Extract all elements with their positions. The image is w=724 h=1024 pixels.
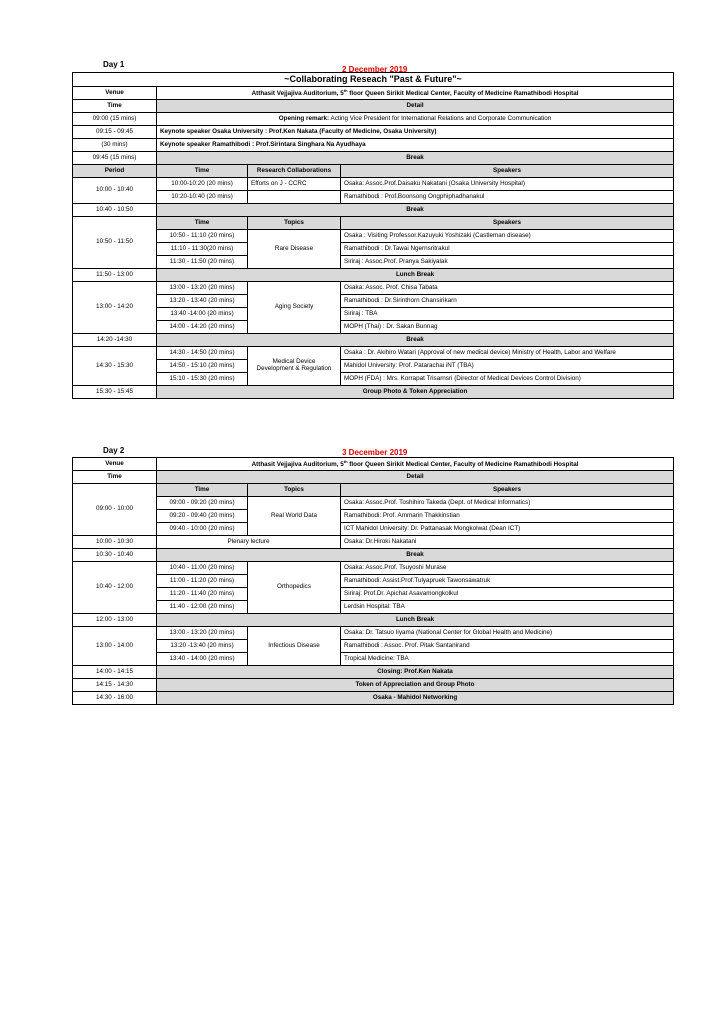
session-time: 13:20 -13:40 (20 mins): [157, 640, 248, 653]
session-row: [73, 640, 674, 653]
session-speaker: Osaka: Assoc.Prof. Toshihiro Takeda (Dept. of Medical Informatics): [341, 497, 674, 510]
session-speaker: Siriraj : Assoc.Prof. Pranya Sakiyalak: [341, 256, 674, 269]
session-time: 09:00 - 09:20 (20 mins): [157, 497, 248, 510]
opening-time: 09:00 (15 mins): [73, 113, 157, 126]
token-label: Token of Appreciation and Group Photo: [157, 679, 674, 692]
session-period: 10:50 - 11:50: [73, 217, 157, 269]
session-time: 10:20-10:40 (20 mins): [157, 191, 248, 204]
session-speaker: Siriraj: Prof.Dr. Apichat Asavamongkolkul: [341, 588, 674, 601]
column-header-row: [73, 484, 674, 497]
closing-row: [73, 666, 674, 679]
session-row: [73, 562, 674, 575]
session-time: 09:20 - 09:40 (20 mins): [157, 510, 248, 523]
photo-time: 15:30 - 15:45: [73, 386, 157, 399]
col-time: Time: [157, 484, 248, 497]
title-row: [73, 73, 674, 87]
session-row: [73, 575, 674, 588]
session-speaker: Osaka : Dr. Akihiro Watari (Approval of new medical device) Ministry of Health, Labor and Welfare: [341, 347, 674, 360]
keynote-time: 09:15 - 09:45: [73, 126, 157, 139]
break-label: Break: [157, 204, 674, 217]
session-row: [73, 347, 674, 360]
col-topics: Topics: [248, 217, 341, 230]
session-topic: Infectious Disease: [248, 627, 341, 666]
session-period: 13:00 - 14:00: [73, 627, 157, 666]
session-speaker: Osaka: Assoc. Prof. Chisa Tabata: [341, 282, 674, 295]
session-period: 10:00 - 10:40: [73, 178, 157, 204]
session-speaker: Ramathibodi: Prof. Ammarin Thakkinstian: [341, 510, 674, 523]
session-time: 11:00 - 11:20 (20 mins): [157, 575, 248, 588]
opening-remark: Opening remark: Acting Vice President for International Relations and Corporate Communication: [157, 113, 674, 126]
opening-row: [73, 113, 674, 126]
session-time: 10:40 - 11:00 (20 mins): [157, 562, 248, 575]
session-time: 13:40 -14:00 (20 mins): [157, 308, 248, 321]
day1-label: Day 1: [103, 60, 125, 69]
keynote-osaka: Keynote speaker Osaka University : Prof.Ken Nakata (Faculty of Medicine, Osaka University): [157, 126, 674, 139]
col-period: Period: [73, 165, 157, 178]
photo-label: Group Photo & Token Appreciation: [157, 386, 674, 399]
token-row: [73, 679, 674, 692]
session-time: 15:10 - 15:30 (20 mins): [157, 373, 248, 386]
col-topics: Topics: [248, 484, 341, 497]
networking-row: [73, 692, 674, 705]
detail-label: Detail: [157, 100, 674, 113]
venue-value: Atthasit Vejjajiva Auditorium, 5th floor Queen Sirikit Medical Center, Faculty of Medicine Ramathibodi Hospital: [157, 87, 674, 100]
session-speaker: MOPH (Thai) : Dr. Sakan Bunnag: [341, 321, 674, 334]
day2-date: 3 December 2019: [342, 448, 408, 457]
session-time: 13:40 - 14:00 (20 mins): [157, 653, 248, 666]
session-speaker: Ramathibodi : Dr.Sirinthorn Chansirikarn: [341, 295, 674, 308]
session-time: 10:00-10:20 (20 mins): [157, 178, 248, 191]
session-row: [73, 243, 674, 256]
session-row: [73, 178, 674, 191]
keynote-row: [73, 126, 674, 139]
session-speaker: Osaka: Assoc.Prof. Tsuyoshi Murase: [341, 562, 674, 575]
event-title: ~Collaborating Reseach "Past & Future"~: [73, 73, 674, 87]
session-row: [73, 256, 674, 269]
session-row: [73, 191, 674, 204]
plenary-row: [73, 536, 674, 549]
session-time: 09:40 - 10:00 (20 mins): [157, 523, 248, 536]
plenary-label: Plenary lecture: [157, 536, 341, 549]
lunch-row: [73, 614, 674, 627]
break-label: Break: [157, 152, 674, 165]
venue-value: Atthasit Vejjajiva Auditorium, 5th floor Queen Sirikit Medical Center, Faculty of Medicine Ramathibodi Hospital: [157, 458, 674, 471]
lunch-label: Lunch Break: [157, 614, 674, 627]
session-row: [73, 230, 674, 243]
session-speaker: Osaka: Assoc.Prof.Daisaku Nakatani (Osaka University Hospital): [341, 178, 674, 191]
lunch-time: 11:50 - 13:00: [73, 269, 157, 282]
keynote-duration: (30 mins): [73, 139, 157, 152]
closing-label: Closing: Prof.Ken Nakata: [157, 666, 674, 679]
session-time: 11:30 - 11:50 (20 mins): [157, 256, 248, 269]
break-label: Break: [157, 549, 674, 562]
session-topic: Orthopedics: [248, 562, 341, 614]
session-row: [73, 601, 674, 614]
break-row: [73, 334, 674, 347]
session-topic: Rare Disease: [248, 230, 341, 269]
session-row: [73, 653, 674, 666]
session-speaker: Mahidol University: Prof. Patarachai iNT (TBA): [341, 360, 674, 373]
time-label: Time: [73, 471, 157, 484]
session-period: 10:40 - 12:00: [73, 562, 157, 614]
day1-schedule-table: [72, 72, 674, 399]
session-speaker: ICT Mahidol University: Dr. Pattanasak Mongkolwat (Dean ICT): [341, 523, 674, 536]
col-time: Time: [157, 165, 248, 178]
session-speaker: Tropical Medicine: TBA: [341, 653, 674, 666]
session-topic: Real World Data: [248, 497, 341, 536]
break-row: [73, 549, 674, 562]
session-row: [73, 321, 674, 334]
col-speakers: Speakers: [341, 165, 674, 178]
session-speaker: Osaka : Visiting Professor.Kazuyuki Yoshizaki (Castleman disease): [341, 230, 674, 243]
session-period: 14:30 - 15:30: [73, 347, 157, 386]
session-time: 14:00 - 14:20 (20 mins): [157, 321, 248, 334]
break-time: 10:40 - 10:50: [73, 204, 157, 217]
session-row: [73, 295, 674, 308]
session-period: 13:00 - 14:20: [73, 282, 157, 334]
networking-label: Osaka - Mahidol Networking: [157, 692, 674, 705]
lunch-label: Lunch Break: [157, 269, 674, 282]
session-row: [73, 373, 674, 386]
session-row: [73, 627, 674, 640]
day2-schedule-table: [72, 457, 674, 705]
time-label: Time: [73, 100, 157, 113]
session-speaker: Ramathibodi : Prof.Boonsong Ongphiphadhanakul: [341, 191, 674, 204]
venue-row: [73, 87, 674, 100]
networking-time: 14:30 - 16:00: [73, 692, 157, 705]
session-topic: [248, 191, 341, 204]
session-time: 14:30 - 14:50 (20 mins): [157, 347, 248, 360]
day1-date: 2 December 2019: [342, 65, 408, 74]
session-time: 11:10 - 11:30(20 mins): [157, 243, 248, 256]
token-time: 14:15 - 14:30: [73, 679, 157, 692]
lunch-time: 12:00 - 13:00: [73, 614, 157, 627]
session-speaker: Siriraj : TBA: [341, 308, 674, 321]
break-time: 14:20 -14:30: [73, 334, 157, 347]
session-row: [73, 282, 674, 295]
session-row: [73, 523, 674, 536]
session-speaker: Lerdsin Hospital: TBA: [341, 601, 674, 614]
break-time: 10:30 - 10:40: [73, 549, 157, 562]
col-speakers: Speakers: [341, 217, 674, 230]
session-time: 11:20 - 11:40 (20 mins): [157, 588, 248, 601]
break-row: [73, 152, 674, 165]
session-time: 13:00 - 13:20 (20 mins): [157, 627, 248, 640]
session-speaker: Ramathibodi : Assoc. Prof. Pitak Santanirand: [341, 640, 674, 653]
plenary-speaker: Osaka: Dr.Hiroki Nakatani: [341, 536, 674, 549]
session-speaker: MOPH (FDA) : Mrs. Korrapat Trisarnsri (Director of Medical Devices Control Division): [341, 373, 674, 386]
session-row: [73, 497, 674, 510]
column-header-row: [73, 165, 674, 178]
session-time: 14:50 - 15:10 (20 mins): [157, 360, 248, 373]
session-speaker: Osaka: Dr. Tatsuo Iiyama (National Center for Global Health and Medicine): [341, 627, 674, 640]
day2-label: Day 2: [103, 446, 125, 455]
venue-label: Venue: [73, 87, 157, 100]
session-topic: Aging Society: [248, 282, 341, 334]
keynote-ramathibodi: Keynote speaker Ramathibodi : Prof.Sirintara Singhara Na Ayudhaya: [157, 139, 674, 152]
session-speaker: Ramathibodi : Dr.Tawai Ngernsritrakul: [341, 243, 674, 256]
col-speakers: Speakers: [341, 484, 674, 497]
photo-row: [73, 386, 674, 399]
col-time: Time: [157, 217, 248, 230]
time-header-row: [73, 100, 674, 113]
session-row: [73, 308, 674, 321]
break-row: [73, 204, 674, 217]
session-period: 09:00 - 10:00: [73, 484, 157, 536]
session-time: 13:20 - 13:40 (20 mins): [157, 295, 248, 308]
keynote-row: [73, 139, 674, 152]
session-time: 11:40 - 12:00 (20 mins): [157, 601, 248, 614]
venue-label: Venue: [73, 458, 157, 471]
session-topic: Efforts on J - CCRC: [248, 178, 341, 191]
lunch-row: [73, 269, 674, 282]
column-header-row: [73, 217, 674, 230]
session-row: [73, 588, 674, 601]
session-row: [73, 510, 674, 523]
break-time: 09:45 (15 mins): [73, 152, 157, 165]
detail-label: Detail: [157, 471, 674, 484]
col-research: Research Collaborations: [248, 165, 341, 178]
session-speaker: Ramathibodi: Assist.Prof.Tulyapruek Tawonsawatruk: [341, 575, 674, 588]
plenary-time: 10:00 - 10:30: [73, 536, 157, 549]
session-time: 10:50 - 11:10 (20 mins): [157, 230, 248, 243]
venue-row: [73, 458, 674, 471]
break-label: Break: [157, 334, 674, 347]
session-topic: Medical Device Development & Regulation: [248, 347, 341, 386]
time-header-row: [73, 471, 674, 484]
session-time: 13:00 - 13:20 (20 mins): [157, 282, 248, 295]
closing-time: 14:00 - 14:15: [73, 666, 157, 679]
session-row: [73, 360, 674, 373]
